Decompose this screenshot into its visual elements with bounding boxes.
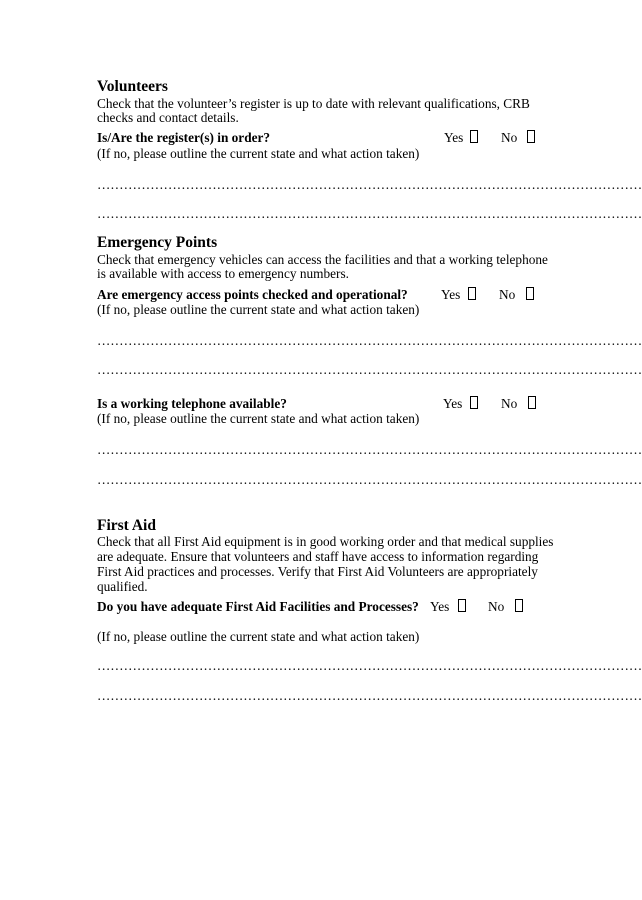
no-checkbox[interactable] [527,130,535,143]
help-text: (If no, please outline the current state and what action taken) [97,146,420,161]
answer-line[interactable]: …………………………………………………………………………………………………………… [97,206,642,221]
answer-line[interactable]: …………………………………………………………………………………………………………… [97,472,642,487]
description-line: Check that all First Aid equipment is in good working order and that medical supplies [97,534,554,549]
section-title-volunteers: Volunteers [97,78,168,95]
description-line: qualified. [97,579,148,594]
no-label: No [501,396,518,411]
yes-label: Yes [430,599,450,614]
description-line: Check that the volunteer’s register is up to date with relevant qualifications, CRB [97,96,530,111]
description-line: checks and contact details. [97,110,239,125]
section-title-first-aid: First Aid [97,517,156,534]
answer-line[interactable]: …………………………………………………………………………………………………………… [97,333,642,348]
yes-label: Yes [444,130,464,145]
help-text: (If no, please outline the current state and what action taken) [97,302,420,317]
answer-line[interactable]: …………………………………………………………………………………………………………… [97,177,642,192]
answer-line[interactable]: …………………………………………………………………………………………………………… [97,442,642,457]
yes-checkbox[interactable] [458,599,466,612]
help-text: (If no, please outline the current state and what action taken) [97,629,420,644]
description-line: is available with access to emergency numbers. [97,266,349,281]
no-checkbox[interactable] [528,396,536,409]
answer-line[interactable]: …………………………………………………………………………………………………………… [97,362,642,377]
no-checkbox[interactable] [526,287,534,300]
yes-label: Yes [443,396,463,411]
no-label: No [499,287,516,302]
answer-line[interactable]: …………………………………………………………………………………………………………… [97,688,642,703]
answer-line[interactable]: …………………………………………………………………………………………………………… [97,658,642,673]
yes-checkbox[interactable] [470,396,478,409]
description-line: Check that emergency vehicles can access the facilities and that a working telephone [97,252,548,267]
yes-checkbox[interactable] [468,287,476,300]
no-label: No [488,599,505,614]
description-line: First Aid practices and processes. Verify that First Aid Volunteers are appropriately [97,564,538,579]
yes-checkbox[interactable] [470,130,478,143]
question-first-aid: Do you have adequate First Aid Facilities and Processes? [97,599,419,614]
yes-label: Yes [441,287,461,302]
no-checkbox[interactable] [515,599,523,612]
question-register: Is/Are the register(s) in order? [97,130,271,145]
question-access-points: Are emergency access points checked and operational? [97,287,408,302]
no-label: No [501,130,518,145]
section-title-emergency: Emergency Points [97,234,218,251]
description-line: are adequate. Ensure that volunteers and staff have access to information regarding [97,549,539,564]
help-text: (If no, please outline the current state and what action taken) [97,411,420,426]
question-telephone: Is a working telephone available? [97,396,287,411]
